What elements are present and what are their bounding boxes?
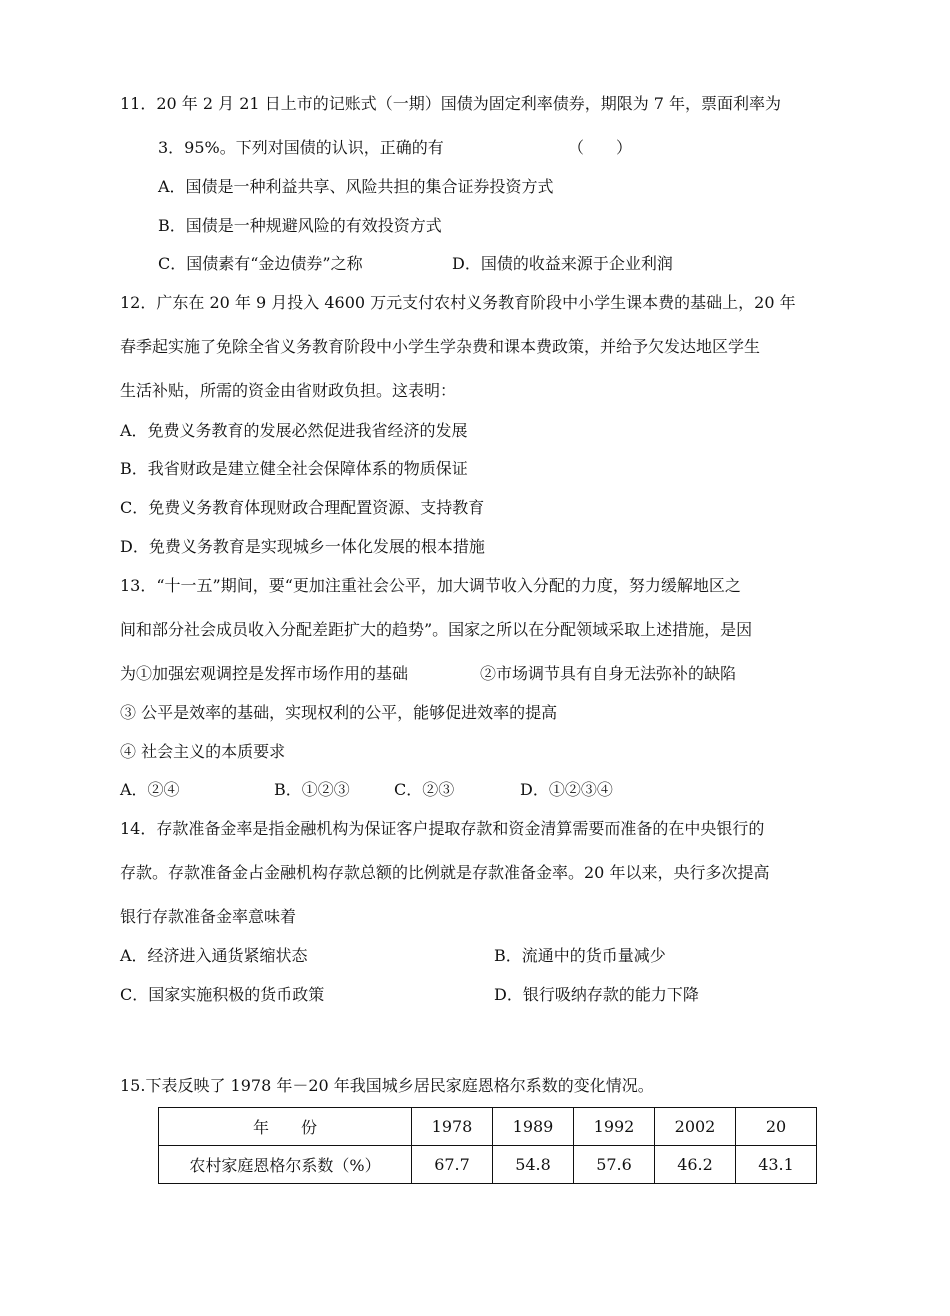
- q12-option-c: C．免费义务教育体现财政合理配置资源、支持教育: [120, 498, 485, 517]
- table-value-cell: 54.8: [493, 1146, 574, 1184]
- q11-stem-line2: 3．95%。下列对国债的认识，正确的有: [158, 138, 444, 157]
- q12-stem-line1: 12．广东在 20 年 9 月投入 4600 万元支付农村义务教育阶段中小学生课本费的基础上，20 年: [120, 293, 796, 312]
- q15-stem: 15.下表反映了 1978 年－20 年我国城乡居民家庭恩格尔系数的变化情况。: [120, 1076, 654, 1095]
- table-year-cell: 1992: [574, 1108, 655, 1146]
- q12-option-d: D．免费义务教育是实现城乡一体化发展的根本措施: [120, 537, 485, 556]
- q13-statement-2: ②市场调节具有自身无法弥补的缺陷: [480, 664, 737, 683]
- table-value-cell: 67.7: [412, 1146, 493, 1184]
- table-year-cell: 2002: [655, 1108, 736, 1146]
- q11-option-d: D．国债的收益来源于企业利润: [452, 254, 673, 273]
- q13-option-d: D．①②③④: [520, 780, 613, 799]
- q11-stem-line1: 11．20 年 2 月 21 日上市的记账式（一期）国债为固定利率债券，期限为 7 年，票面利率为: [120, 94, 782, 113]
- q13-option-c: C．②③: [394, 780, 455, 799]
- table-year-cell: 1978: [412, 1108, 493, 1146]
- q11-option-b: B．国债是一种规避风险的有效投资方式: [158, 216, 442, 235]
- q12-stem-line2: 春季起实施了免除全省义务教育阶段中小学生学杂费和课本费政策，并给予欠发达地区学生: [120, 337, 761, 356]
- q13-option-a: A．②④: [120, 780, 180, 799]
- q13-option-b: B．①②③: [274, 780, 350, 799]
- table-row-label: 农村家庭恩格尔系数（%）: [159, 1146, 412, 1184]
- q12-option-a: A．免费义务教育的发展必然促进我省经济的发展: [120, 421, 468, 440]
- q13-statement-3: ③ 公平是效率的基础，实现权利的公平，能够促进效率的提高: [120, 703, 558, 722]
- table-header-label: 年 份: [159, 1108, 412, 1146]
- q14-option-a: A．经济进入通货紧缩状态: [120, 946, 308, 965]
- q13-statement-4: ④ 社会主义的本质要求: [120, 742, 286, 761]
- table-year-cell: 20: [736, 1108, 817, 1146]
- q14-stem-line1: 14．存款准备金率是指金融机构为保证客户提取存款和资金清算需要而准备的在中央银行的: [120, 819, 765, 838]
- q12-stem-line3: 生活补贴，所需的资金由省财政负担。这表明：: [120, 381, 457, 400]
- q14-option-c: C．国家实施积极的货币政策: [120, 985, 325, 1004]
- q14-option-b: B．流通中的货币量减少: [494, 946, 666, 965]
- table-row: [159, 1146, 817, 1184]
- table-value-cell: 46.2: [655, 1146, 736, 1184]
- table-value-cell: 57.6: [574, 1146, 655, 1184]
- table-year-cell: 1989: [493, 1108, 574, 1146]
- q13-stem-line2: 间和部分社会成员收入分配差距扩大的趋势”。国家之所以在分配领域采取上述措施，是因: [120, 620, 753, 639]
- q14-stem-line2: 存款。存款准备金占金融机构存款总额的比例就是存款准备金率。20 年以来，央行多次提高: [120, 863, 770, 882]
- q14-option-d: D．银行吸纳存款的能力下降: [494, 985, 699, 1004]
- q11-option-a: A．国债是一种利益共享、风险共担的集合证券投资方式: [158, 177, 554, 196]
- q14-stem-line3: 银行存款准备金率意味着: [120, 907, 297, 926]
- q11-answer-paren: （ ）: [568, 138, 633, 157]
- q11-option-c: C．国债素有“金边债券”之称: [158, 254, 363, 273]
- q12-option-b: B．我省财政是建立健全社会保障体系的物质保证: [120, 459, 468, 478]
- engel-coefficient-table: [158, 1107, 817, 1184]
- table-value-cell: 43.1: [736, 1146, 817, 1184]
- q13-statement-1: 为①加强宏观调控是发挥市场作用的基础: [120, 664, 409, 683]
- table-header-row: [159, 1108, 817, 1146]
- q13-stem-line1: 13．“十一五”期间，要“更加注重社会公平，加大调节收入分配的力度，努力缓解地区之: [120, 576, 741, 595]
